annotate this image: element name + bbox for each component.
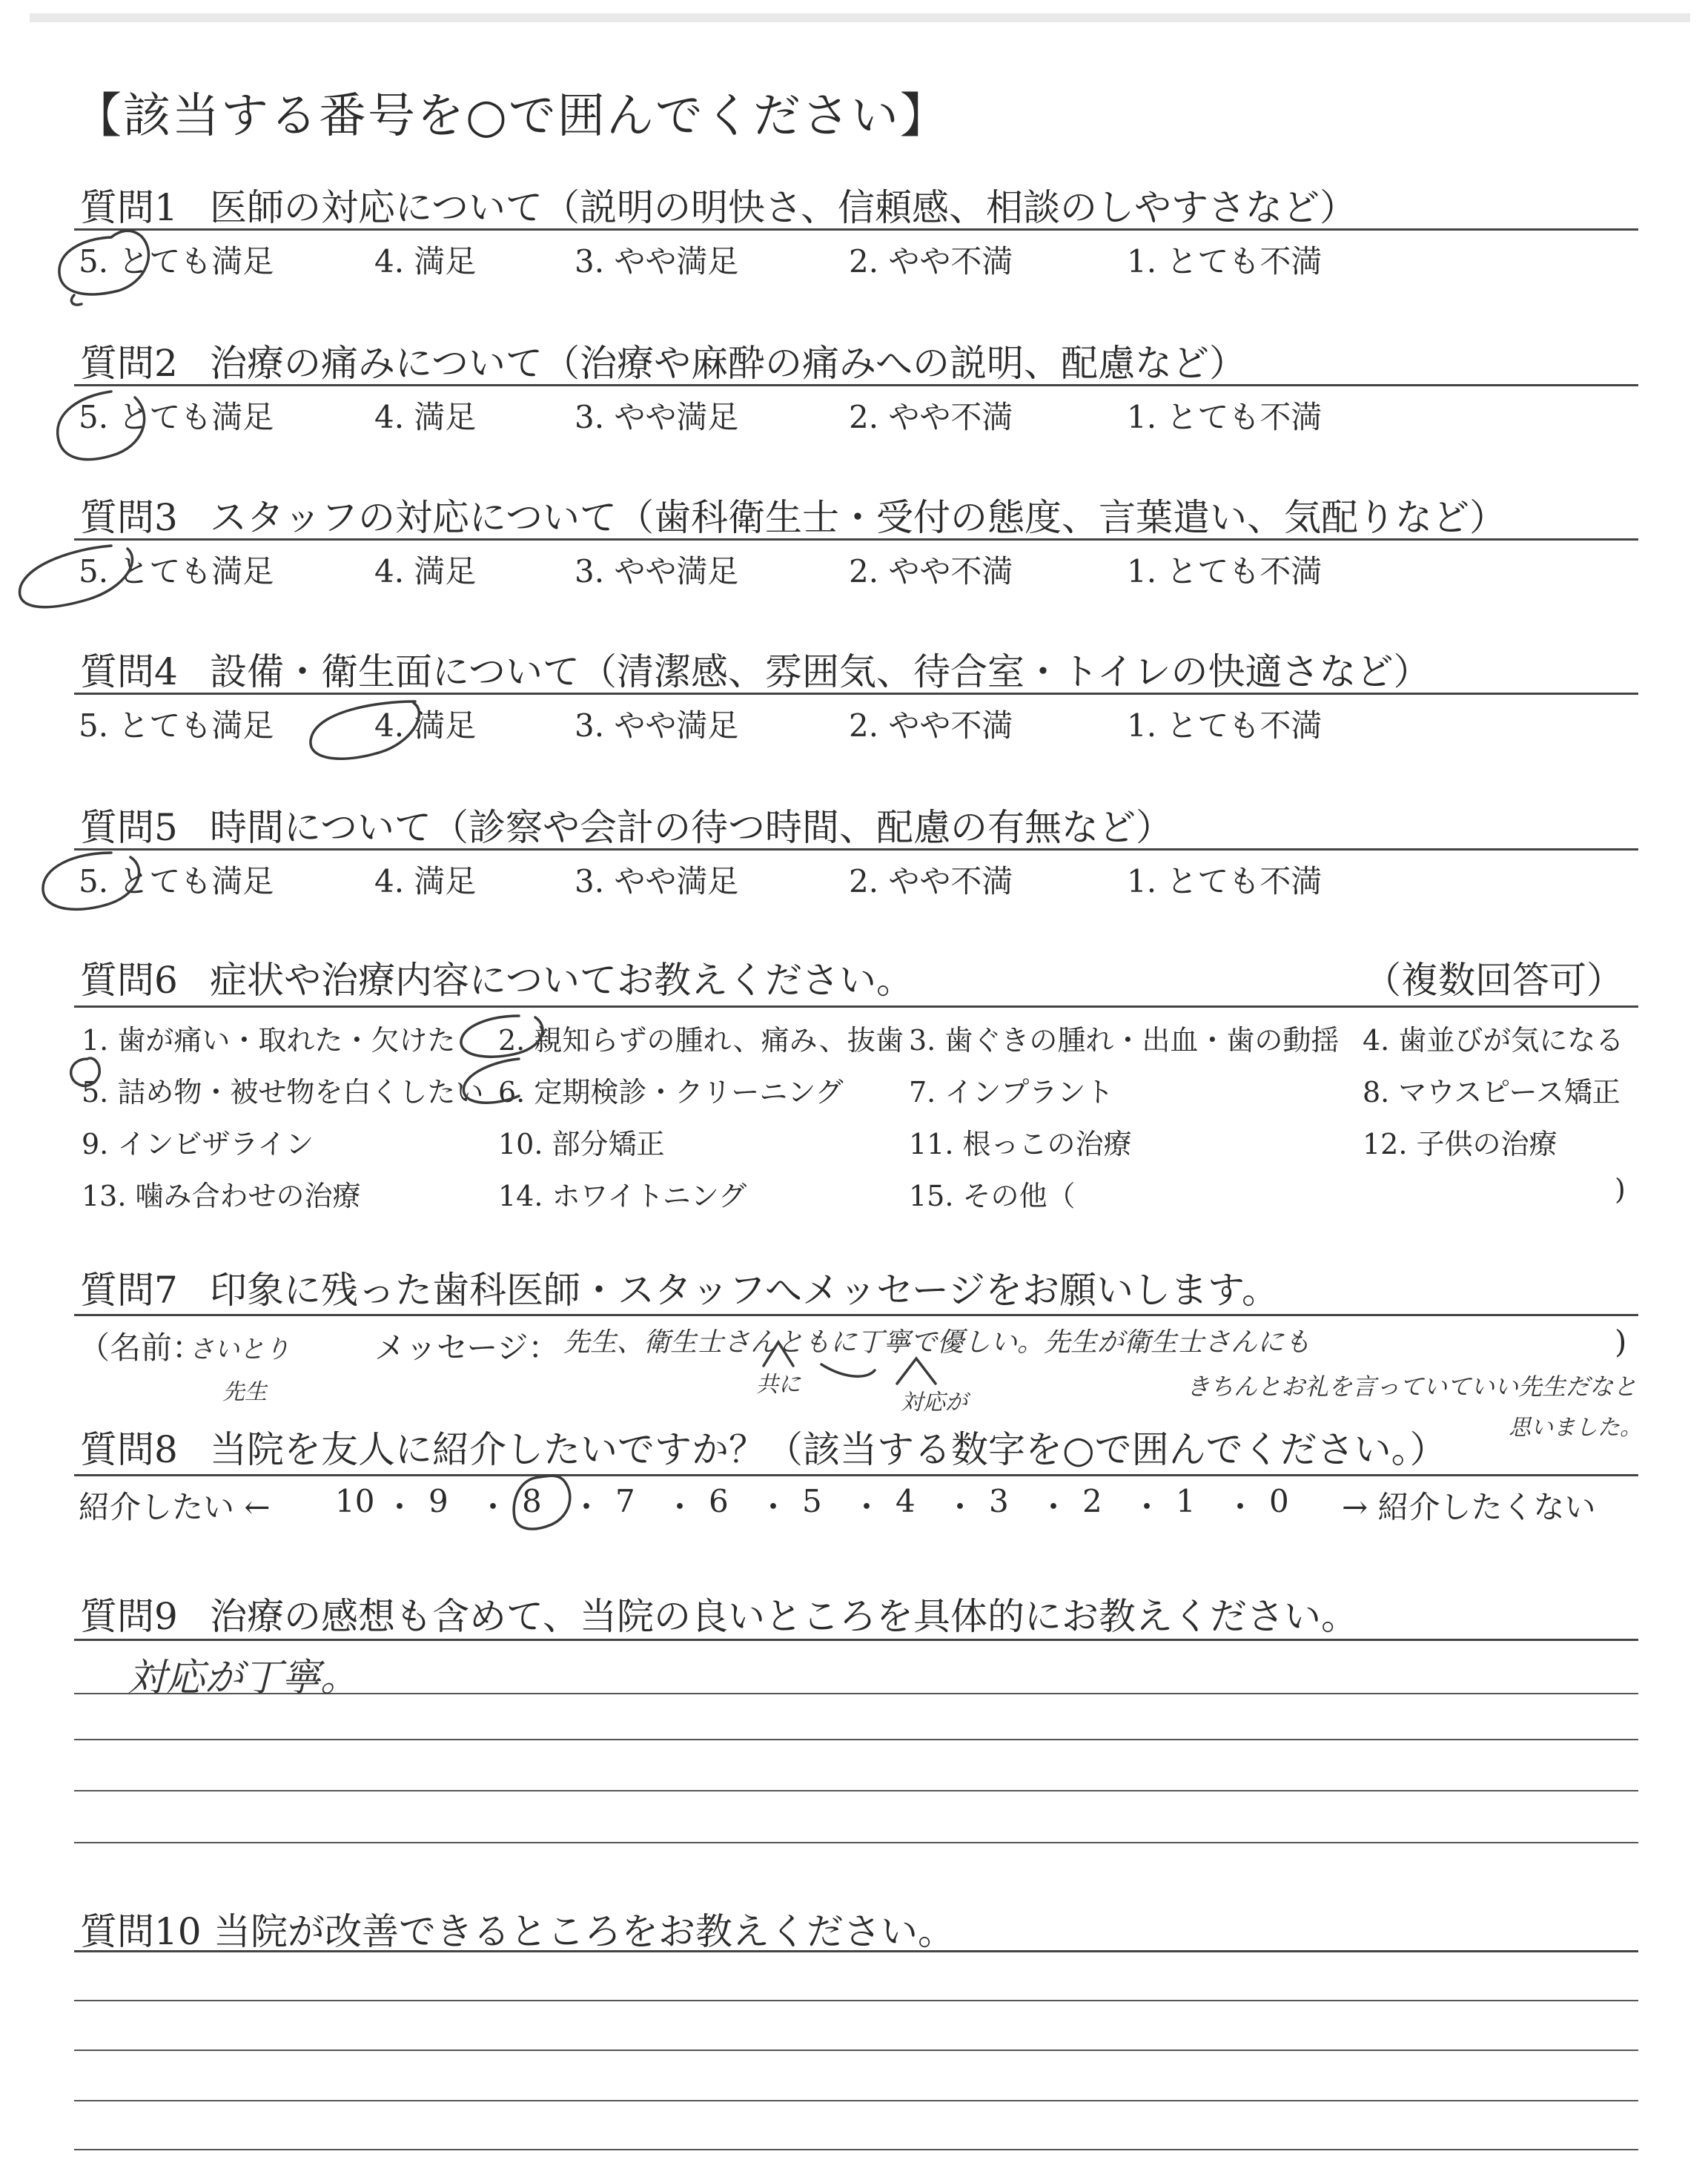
q2-rule [74,384,1638,386]
scan-edge [30,13,1690,22]
q4-rule [74,693,1638,695]
q7-handwritten-message-3: 思いました。 [1509,1415,1642,1441]
q4-option-1[interactable]: 1. とても不満 [1127,707,1323,744]
q6-text: 症状や治療内容についてお教えください。 [210,959,913,1002]
q1-option-2[interactable]: 2. やや不満 [849,243,1013,280]
q2-label: 質問2 [80,342,178,385]
q7-text: 印象に残った歯科医師・スタッフへメッセージをお願いします。 [210,1269,1279,1312]
q9-rule-4 [74,1790,1638,1791]
q4-option-2[interactable]: 2. やや不満 [849,707,1013,744]
q4-text: 設備・衛生面について（清潔感、雰囲気、待合室・トイレの快適さなど） [210,650,1431,693]
q1-text: 医師の対応について（説明の明快さ、信頼感、相談のしやすさなど） [210,186,1357,229]
q6-option-9[interactable]: 9. インビザライン [82,1128,314,1160]
q7-handwritten-message-2: きちんとお礼を言っていていい先生だなと [1186,1373,1638,1401]
q8-scale-7[interactable]: 7 [615,1483,635,1519]
q9-handwritten-answer: 対応が丁寧。 [128,1656,360,1700]
q6-option-14[interactable]: 14. ホワイトニング [498,1180,747,1212]
q6-option-10[interactable]: 10. 部分矯正 [498,1128,665,1160]
q4-option-5[interactable]: 5. とても満足 [79,707,274,744]
q1-option-4[interactable]: 4. 満足 [374,243,477,280]
q5-option-1[interactable]: 1. とても不満 [1127,863,1323,899]
q10-label: 質問10 [80,1910,202,1953]
q7-label: 質問7 [80,1269,178,1312]
q7-message-label: メッセージ： [374,1330,560,1366]
q5-rule [74,848,1638,851]
q5-option-2[interactable]: 2. やや不満 [849,863,1013,899]
q3-option-3[interactable]: 3. やや満足 [575,553,739,589]
q1-label: 質問1 [80,186,178,229]
q1-option-5-selected[interactable]: 5. とても満足 [79,243,274,280]
q7-handwritten-insert-2: 対応が [901,1390,967,1416]
q10-rule-5 [74,2149,1638,2150]
q6-option-8[interactable]: 8. マウスピース矯正 [1363,1076,1621,1109]
q5-label: 質問5 [80,806,178,849]
q5-option-5-selected[interactable]: 5. とても満足 [79,863,274,899]
q7-name-label: （名前： [79,1330,204,1366]
q7-handwritten-insert-1: 共に [756,1372,801,1398]
q6-note: （複数回答可） [1364,959,1623,1002]
q5-option-3[interactable]: 3. やや満足 [575,863,739,899]
q6-option-6[interactable]: 6. 定期検診・クリーニング [498,1076,844,1109]
q8-scale-1[interactable]: 1 [1176,1483,1196,1519]
q8-scale-8[interactable]: 8 [522,1483,542,1519]
form-title: 【該当する番号を○で囲んでください】 [74,89,949,144]
q3-rule [74,538,1638,541]
q6-other-close-paren: ) [1615,1173,1626,1206]
q8-scale-6[interactable]: 6 [709,1483,729,1519]
q3-label: 質問3 [80,496,178,539]
q6-option-4[interactable]: 4. 歯並びが気になる [1363,1024,1624,1057]
q3-text: スタッフの対応について（歯科衛生士・受付の態度、言葉遣い、気配りなど） [210,496,1506,539]
q8-right-label: → 紹介したくない [1342,1489,1596,1525]
q3-option-4[interactable]: 4. 満足 [374,553,477,589]
q6-rule [74,1005,1638,1008]
q8-scale-10[interactable]: 10 [335,1483,375,1519]
q2-option-1[interactable]: 1. とても不満 [1127,399,1323,435]
q10-text: 当院が改善できるところをお教えください。 [214,1910,955,1953]
q6-option-7[interactable]: 7. インプラント [909,1076,1114,1109]
q2-option-5-selected[interactable]: 5. とても満足 [79,399,274,435]
q6-option-15[interactable]: 15. その他（ [909,1180,1076,1212]
q8-label: 質問8 [80,1428,178,1471]
q4-option-3[interactable]: 3. やや満足 [575,707,739,744]
q9-rule-5 [74,1842,1638,1843]
q9-label: 質問9 [80,1595,178,1638]
q10-rule-4 [74,2100,1638,2101]
q10-rule-1 [74,1950,1638,1952]
q8-scale-separator: ・ [1131,1489,1163,1525]
q7-handwritten-name: さいとり [189,1335,290,1364]
q6-option-12[interactable]: 12. 子供の治療 [1363,1128,1558,1160]
q7-rule [74,1314,1638,1316]
q8-scale-separator: ・ [1225,1489,1257,1525]
q7-insert-caret-2 [897,1358,936,1384]
q2-option-4[interactable]: 4. 満足 [374,399,477,435]
q8-scale-separator: ・ [944,1489,976,1525]
q2-text: 治療の痛みについて（治療や麻酔の痛みへの説明、配慮など） [210,342,1246,385]
q5-text: 時間について（診察や会計の待つ時間、配慮の有無など） [210,806,1173,849]
q8-scale-separator: ・ [851,1489,883,1525]
q8-scale-separator: ・ [664,1489,696,1525]
q9-rule-3 [74,1739,1638,1740]
q6-option-3[interactable]: 3. 歯ぐきの腫れ・出血・歯の動揺 [909,1024,1340,1057]
q8-scale-separator: ・ [477,1489,509,1525]
q7-close-paren: ) [1615,1324,1627,1360]
q9-text: 治療の感想も含めて、当院の良いところを具体的にお教えください。 [210,1595,1358,1638]
q5-option-4[interactable]: 4. 満足 [374,863,477,899]
q8-scale-4[interactable]: 4 [896,1483,916,1519]
q10-rule-3 [74,2050,1638,2051]
q6-option-2[interactable]: 2. 親知らずの腫れ、痛み、抜歯 [498,1024,904,1057]
q8-scale-separator: ・ [571,1489,603,1525]
q3-option-2[interactable]: 2. やや不満 [849,553,1013,589]
q6-option-5[interactable]: 5. 詰め物・被せ物を白くしたい [82,1076,484,1109]
q8-scale-5[interactable]: 5 [802,1483,822,1519]
q8-scale-separator: ・ [384,1489,416,1525]
q8-text: 当院を友人に紹介したいですか？（該当する数字を○で囲んでください。） [210,1428,1447,1471]
q8-scale-separator: ・ [758,1489,790,1525]
q6-option-13[interactable]: 13. 噛み合わせの治療 [82,1180,361,1212]
q9-rule-1 [74,1639,1638,1641]
q8-scale-3[interactable]: 3 [989,1483,1009,1519]
q8-scale-2[interactable]: 2 [1082,1483,1102,1519]
q2-option-3[interactable]: 3. やや満足 [575,399,739,435]
q8-scale-separator: ・ [1038,1489,1070,1525]
q8-scale-9[interactable]: 9 [428,1483,448,1519]
q7-handwritten-name-sub: 先生 [222,1379,267,1405]
q6-option-11[interactable]: 11. 根っこの治療 [909,1128,1132,1160]
q8-left-label: 紹介したい ← [79,1489,271,1525]
q7-insert-arc [821,1364,875,1376]
q4-label: 質問4 [80,650,178,693]
q1-option-3[interactable]: 3. やや満足 [575,243,739,280]
q8-rule [74,1474,1638,1476]
q3-option-5-selected[interactable]: 5. とても満足 [79,553,274,589]
q6-label: 質問6 [80,959,178,1002]
q8-scale-0[interactable]: 0 [1269,1483,1289,1519]
q6-option-1[interactable]: 1. 歯が痛い・取れた・欠けた [82,1024,456,1057]
q10-rule-2 [74,2000,1638,2001]
q1-option-1[interactable]: 1. とても不満 [1127,243,1323,280]
q1-rule [74,228,1638,231]
q4-option-4-selected[interactable]: 4. 満足 [374,707,477,744]
q3-option-1[interactable]: 1. とても不満 [1127,553,1323,589]
q2-option-2[interactable]: 2. やや不満 [849,399,1013,435]
q7-handwritten-message-1: 先生、衛生士さんともに丁寧で優しい。先生が衛生士さんにも [563,1327,1311,1358]
